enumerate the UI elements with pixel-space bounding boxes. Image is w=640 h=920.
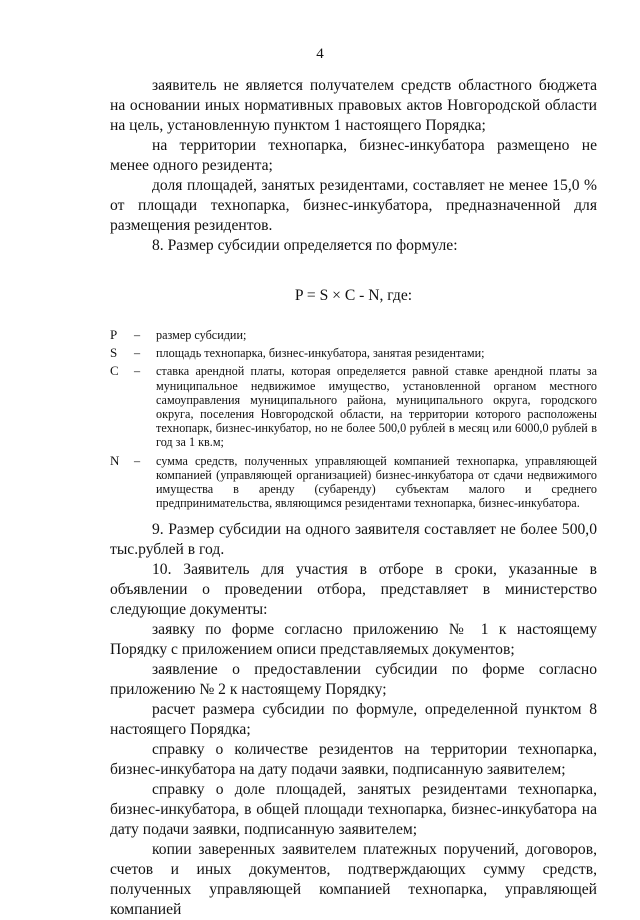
paragraph-item-10: 10. Заявитель для участия в отборе в сроки, указанные в объявлении о проведении отбора, представляет в министерство следующие документы: (110, 561, 597, 619)
definition-symbol: P (110, 327, 118, 342)
definition-text: площадь технопарка, бизнес-инкубатора, занятая резидентами; (156, 346, 485, 361)
definition-text: сумма средств, полученных управляющей компанией технопарка, управляющей компанией (управляющей организацией) бизнес-инкубатора от сдачи недвижимого имущества в аренду (субаренду) субъектам малого и среднего предпринимательства, являющимся резидентами технопарка, бизнес-инкубатора. (156, 453, 597, 511)
paragraph-doc-residents-count: справку о количестве резидентов на территории технопарка, бизнес-инкубатора на дату подачи заявки, подписанную заявителем; (110, 741, 597, 779)
definition-text: ставка арендной платы, которая определяется равной ставке арендной платы за муниципальное недвижимое имущество, установленной органом местного самоуправления муниципального района, муниципального округа, городского округа, поселения Новгородской области, на территории которого расположены технопарк, бизнес-инкубатор, но не более 500,0 рублей в месяц или 6000,0 рублей в год за 1 кв.м; (156, 364, 597, 450)
definition-row (110, 364, 597, 449)
paragraph-item-9: 9. Размер субсидии на одного заявителя составляет не более 500,0 тыс.рублей в год. (110, 521, 597, 559)
paragraph-doc-payment-copies: копии заверенных заявителем платежных поручений, договоров, счетов и иных документов, подтверждающих сумму средств, полученных управляющей компанией технопарка, управляющей компанией (110, 841, 597, 919)
document-body (110, 76, 597, 920)
subsidy-formula: P = S × C - N, где: (294, 287, 413, 304)
page-number: 4 (316, 46, 324, 62)
paragraph-item-8: 8. Размер субсидии определяется по формуле: (152, 237, 458, 254)
paragraph-condition-area-share: доля площадей, занятых резидентами, составляет не менее 15,0 % от площади технопарка, бизнес-инкубатора, предназначенной для размещения резидентов. (110, 177, 597, 234)
definition-dash: – (134, 346, 141, 361)
paragraph-doc-application: заявку по форме согласно приложению № 1 к настоящему Порядку с приложением описи представляемых документов; (110, 621, 597, 659)
paragraph-doc-area-share: справку о доле площадей, занятых резидентами технопарка, бизнес-инкубатора, в общей площади технопарка, бизнес-инкубатора на дату подачи заявки, подписанную заявителем; (110, 781, 597, 839)
formula-definitions (110, 328, 597, 510)
paragraph-doc-calculation: расчет размера субсидии по формуле, определенной пунктом 8 настоящего Порядка; (110, 701, 597, 739)
definition-symbol: N (110, 452, 120, 468)
paragraph-doc-statement: заявление о предоставлении субсидии по форме согласно приложению № 2 к настоящему Порядку; (110, 661, 597, 699)
definition-text: размер субсидии; (156, 328, 247, 342)
definition-dash: – (134, 453, 141, 468)
definition-row (110, 454, 597, 511)
paragraph-condition-residents: на территории технопарка, бизнес-инкубатора размещено не менее одного резидента; (110, 137, 597, 174)
definition-row (110, 346, 597, 360)
definition-symbol: S (110, 345, 118, 361)
definition-dash: – (134, 364, 141, 379)
definition-row (110, 328, 597, 342)
paragraph-condition-budget: заявитель не является получателем средств областного бюджета на основании иных нормативных правовых актов Новгородской области на цель, установленную пунктом 1 настоящего Порядка; (110, 77, 597, 134)
definition-dash: – (134, 328, 141, 342)
definition-symbol: C (110, 363, 119, 379)
